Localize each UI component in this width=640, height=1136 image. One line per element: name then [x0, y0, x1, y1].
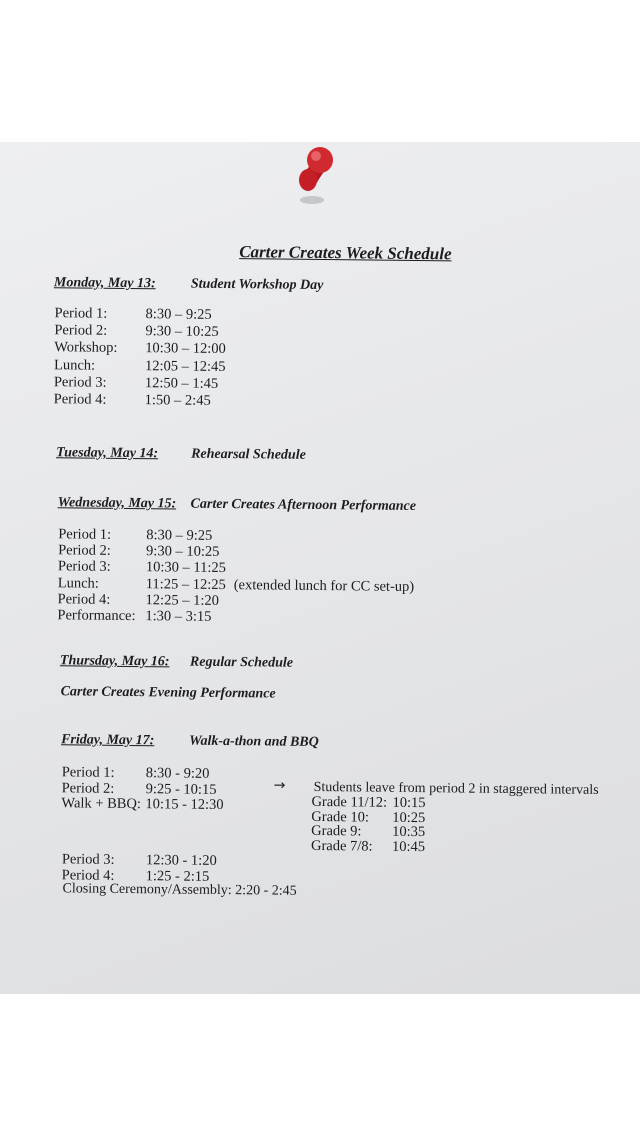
row-label: Lunch:	[57, 574, 99, 592]
row-label: Period 2:	[61, 779, 115, 797]
row-time: 1:30 – 3:15	[145, 608, 212, 625]
monday-heading	[53, 275, 324, 294]
friday-desc: Walk-a-thon and BBQ	[189, 733, 319, 750]
row-label: Period 2:	[54, 322, 108, 339]
row-label: Period 3:	[61, 851, 115, 868]
row-time: 11:25 – 12:25	[145, 575, 226, 593]
row-time: 10:30 – 12:00	[145, 340, 226, 358]
row-time: 10:30 – 11:25	[145, 559, 227, 577]
document-title: Carter Creates Week Schedule	[239, 242, 452, 264]
friday-day: Friday, May 17:	[61, 732, 155, 749]
row-label: Workshop:	[54, 339, 118, 357]
row-label: Walk + BBQ:	[61, 795, 142, 813]
row-label: Period 3:	[57, 558, 111, 576]
row-time: 8:30 – 9:25	[146, 527, 213, 544]
row-label: Period 3:	[53, 374, 107, 391]
row-label: Grade 11/12:	[311, 793, 388, 811]
row-time: 1:50 – 2:45	[144, 392, 211, 409]
closing-ceremony: Closing Ceremony/Assembly: 2:20 - 2:45	[62, 881, 297, 899]
row-note: (extended lunch for CC set-up)	[233, 576, 415, 595]
row-label: Grade 7/8:	[310, 837, 373, 855]
row-time: 10:35	[392, 823, 426, 841]
row-time: 12:25 – 1:20	[145, 591, 219, 609]
schedule-document	[0, 142, 640, 994]
arrow-right-icon: →	[273, 777, 286, 794]
row-time: 9:30 – 10:25	[146, 543, 220, 561]
friday-heading	[61, 732, 319, 750]
wednesday-desc: Carter Creates Afternoon Performance	[190, 496, 417, 515]
row-label: Period 1:	[54, 305, 108, 322]
thursday-heading	[59, 653, 294, 671]
row-time: 9:25 - 10:15	[145, 780, 217, 798]
row-time: 10:45	[391, 838, 426, 855]
row-label: Period 4:	[53, 391, 107, 408]
row-label: Lunch:	[53, 356, 96, 374]
staggered-note: Students leave from period 2 in staggered intervals	[313, 779, 599, 798]
row-label: Period 4:	[61, 866, 115, 884]
row-time: 8:30 – 9:25	[145, 306, 212, 323]
tuesday-day: Tuesday, May 14:	[56, 445, 159, 462]
thursday-desc: Regular Schedule	[189, 654, 294, 671]
row-time: 12:05 – 12:45	[144, 357, 226, 375]
thursday-day: Thursday, May 16:	[59, 653, 170, 670]
tuesday-desc: Rehearsal Schedule	[191, 446, 306, 463]
row-time: 12:30 - 1:20	[145, 852, 217, 869]
row-time: 12:50 – 1:45	[144, 374, 219, 392]
wednesday-heading	[57, 495, 417, 515]
row-label: Period 2:	[58, 542, 111, 559]
row-label: Performance:	[57, 607, 136, 625]
monday-desc: Student Workshop Day	[190, 276, 324, 294]
row-label: Grade 9:	[311, 822, 362, 840]
schedule-photo	[0, 142, 640, 994]
row-label: Period 1:	[58, 526, 112, 543]
row-time: 10:15 - 12:30	[145, 796, 224, 814]
row-label: Period 4:	[57, 591, 111, 608]
thursday-extra: Carter Creates Evening Performance	[60, 684, 276, 702]
row-time: 1:25 - 2:15	[145, 867, 210, 885]
tuesday-heading	[56, 445, 306, 463]
row-label: Grade 10:	[311, 808, 369, 826]
row-time: 10:25	[392, 809, 426, 826]
wednesday-day: Wednesday, May 15:	[57, 495, 177, 512]
row-time: 9:30 – 10:25	[145, 323, 219, 341]
row-label: Period 1:	[61, 764, 115, 781]
row-time: 10:15	[392, 794, 426, 812]
monday-day: Monday, May 13:	[53, 275, 156, 292]
row-time: 8:30 - 9:20	[145, 765, 210, 782]
